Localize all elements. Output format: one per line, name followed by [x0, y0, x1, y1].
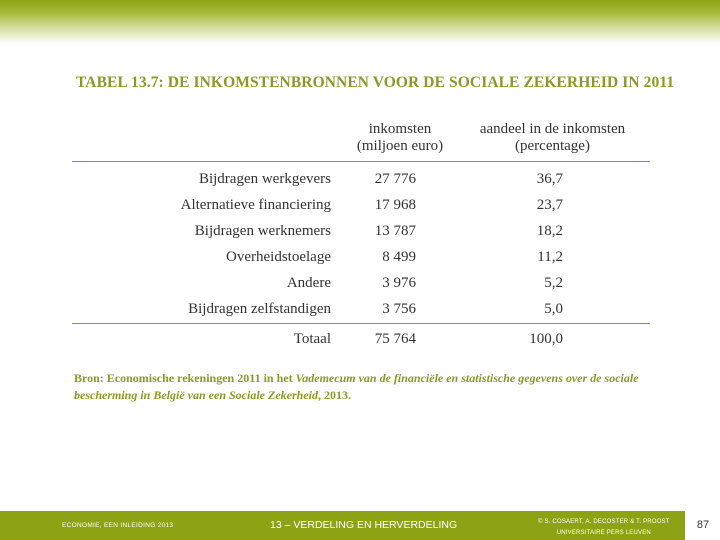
column-header-share	[470, 121, 635, 155]
column-header-share-line1: aandeel in de inkomsten	[479, 121, 626, 137]
slide-title: TABEL 13.7: DE INKOMSTENBRONNEN VOOR DE SOCIALE ZEKERHEID IN 2011	[76, 74, 675, 91]
page-number: 87	[684, 511, 720, 540]
row-label: Alternatieve financiering	[180, 197, 331, 213]
row-amount: 17 968	[374, 197, 416, 213]
row-share: 36,7	[536, 171, 563, 187]
total-label: Totaal	[293, 331, 331, 347]
source-suffix: , 2013.	[317, 388, 351, 402]
row-share: 11,2	[537, 249, 563, 265]
row-label: Bijdragen werkgevers	[198, 171, 331, 187]
row-label: Bijdragen zelfstandigen	[188, 301, 331, 317]
row-amount: 3 976	[382, 275, 416, 291]
source-italic: Vademecum van de financiële en statistische gegevens over de sociale bescherming in België van een Sociale Zekerheid	[74, 371, 639, 402]
row-label: Bijdragen werknemers	[194, 223, 331, 239]
source-note	[74, 370, 654, 404]
top-gradient-band	[0, 0, 720, 44]
total-share: 100,0	[529, 331, 563, 347]
row-amount: 8 499	[382, 249, 416, 265]
row-label: Andere	[286, 275, 331, 291]
column-header-amount-line1: inkomsten	[368, 121, 432, 137]
column-header-share-line2: (percentage)	[515, 138, 590, 154]
column-header-amount-line2: (miljoen euro)	[356, 138, 444, 154]
row-label: Overheidstoelage	[226, 249, 331, 265]
footer-book-title: ECONOMIE, EEN INLEIDING 2013	[62, 522, 174, 529]
footer-bar	[0, 511, 720, 540]
footer-copyright-line1: © S. COSAERT, A. DECOSTER & T. PROOST	[538, 519, 670, 525]
footer-copyright-line2: UNIVERSITAIRE PERS LEUVEN	[556, 530, 651, 536]
row-share: 23,7	[536, 197, 563, 213]
row-share: 5,2	[544, 275, 563, 291]
source-prefix: Bron: Economische rekeningen 2011 in het	[74, 371, 296, 385]
footer-copyright	[538, 517, 670, 539]
total-amount: 75 764	[374, 331, 416, 347]
row-share: 18,2	[536, 223, 563, 239]
row-share: 5,0	[544, 301, 563, 317]
row-amount: 13 787	[374, 223, 416, 239]
footer-chapter: 13 – VERDELING EN HERVERDELING	[270, 519, 458, 531]
row-amount: 3 756	[382, 301, 416, 317]
header-rule	[72, 161, 650, 162]
row-amount: 27 776	[374, 171, 416, 187]
column-header-amount	[340, 121, 460, 155]
total-rule	[72, 323, 650, 324]
